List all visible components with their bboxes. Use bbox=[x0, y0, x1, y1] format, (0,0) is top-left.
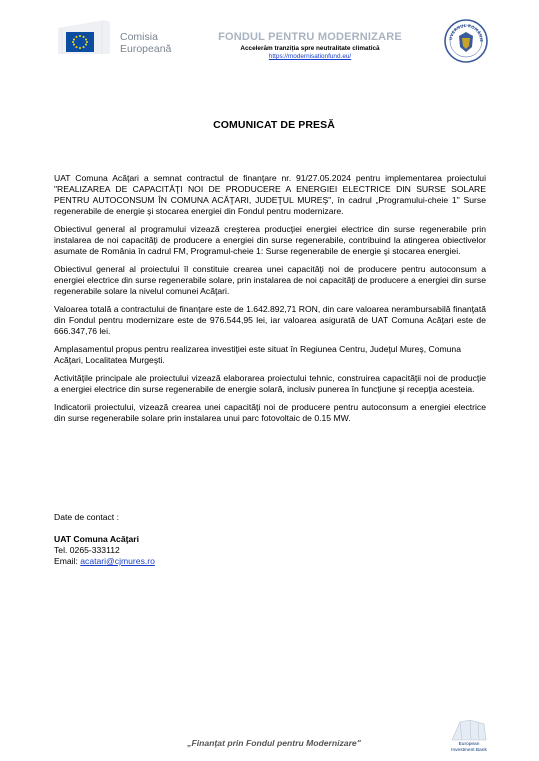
romanian-government-crest-icon bbox=[443, 18, 489, 64]
paragraph-program-objective: Obiectivul general al programului vizează creşterea producţiei energiei electrice din surse regenerabile prin instalarea de noi capacităţi de producere a energiei din surse regenerabile, contribuind la atingerea obiectivelor asumate de România în cadrul FM, Programul-cheie 1: Surse regenerabile de energie şi stocarea energiei. bbox=[54, 224, 486, 256]
european-commission-logo bbox=[54, 18, 179, 58]
paragraph-indicators: Indicatorii proiectului, vizează crearea unei capacităţi noi de producere pentru autoconsum a energiei electrice din surse regenerabile solare prin instalarea unui parc fotovoltaic de 0.15 MW. bbox=[54, 402, 486, 423]
paragraph-value: Valoarea totală a contractului de finanţare este de 1.642.892,71 RON, din care valoarea nerambursabilă finanţată din Fondul pentru modernizare este de 976.544,95 lei, iar valoarea asigurată de UAT Comuna Acăţari este de 666.347,76 lei. bbox=[54, 304, 486, 336]
contact-email-link[interactable]: acatari@cjmures.ro bbox=[80, 556, 155, 566]
contact-organization: UAT Comuna Acăţari bbox=[54, 534, 139, 544]
eib-building-icon bbox=[444, 716, 494, 742]
contact-block bbox=[54, 512, 354, 567]
page-title: COMUNICAT DE PRESĂ bbox=[213, 119, 335, 131]
footer-tagline: „Finanţat prin Fondul pentru Modernizare" bbox=[187, 738, 361, 748]
eib-logo-text bbox=[444, 742, 494, 753]
modernisation-fund-header bbox=[200, 31, 420, 61]
ec-logo-line1: Comisia bbox=[120, 31, 158, 43]
contact-phone: Tel. 0265-333112 bbox=[54, 545, 120, 555]
svg-text:GUVERNUL ROMÂNIEI: UVERNUL ROMÂNIE bbox=[447, 22, 485, 43]
eu-flag-icon bbox=[66, 32, 94, 52]
fund-title: FONDUL PENTRU MODERNIZARE bbox=[218, 31, 402, 43]
press-release-body bbox=[54, 173, 486, 431]
eib-line2: Investment Bank bbox=[451, 747, 487, 753]
paragraph-location: Amplasamentul propus pentru realizarea investiţiei este situat în Regiunea Centru, Judeţul Mureş, Comuna Acăţari, Localitatea Murgeşti. bbox=[54, 344, 461, 365]
paragraph-contract: UAT Comuna Acăţari a semnat contractul de finanţare nr. 91/27.05.2024 pentru implementarea proiectului "REALIZAREA DE CAPACITĂŢI NOI DE PRODUCERE A ENERGIEI ELECTRICE DIN SURSE SOLARE PENTRU AUTOCONSUM ÎN COMUNA ACĂŢARI, JUDEŢUL MUREŞ", în cadrul „Programului-cheie 1" Surse regenerabile de energie şi stocarea energiei din Fondul pentru modernizare. bbox=[54, 173, 486, 216]
fund-url-link[interactable]: https://modernisationfund.eu/ bbox=[268, 53, 352, 60]
contact-email-row bbox=[54, 556, 354, 567]
paragraph-project-objective: Obiectivul general al proiectului îl constituie crearea unei capacităţi noi de producere pentru autoconsum a energiei electrice din surse regenerabile solare, prin instalarea de noi capacităţi de producere a energiei din surse regenerabile solare la nivelul comunei Acăţari. bbox=[54, 264, 486, 296]
ec-logo-text bbox=[120, 31, 171, 55]
contact-label: Date de contact : bbox=[54, 512, 119, 522]
fund-subtitle: Accelerăm tranziția spre neutralitate climatică bbox=[240, 45, 380, 52]
eib-logo bbox=[444, 716, 494, 756]
page-header bbox=[0, 0, 539, 80]
eib-line1: European bbox=[458, 742, 480, 747]
ec-logo-line2: Europeană bbox=[120, 43, 172, 55]
contact-email-label: Email: bbox=[54, 556, 81, 566]
paragraph-activities: Activităţile principale ale proiectului vizează elaborarea proiectului tehnic, construirea capacităţii noi de producţie a energiei electrice din surse regenerabile de energie solară, inclusiv punerea în funcţiune şi recepţia acesteia. bbox=[54, 373, 486, 394]
